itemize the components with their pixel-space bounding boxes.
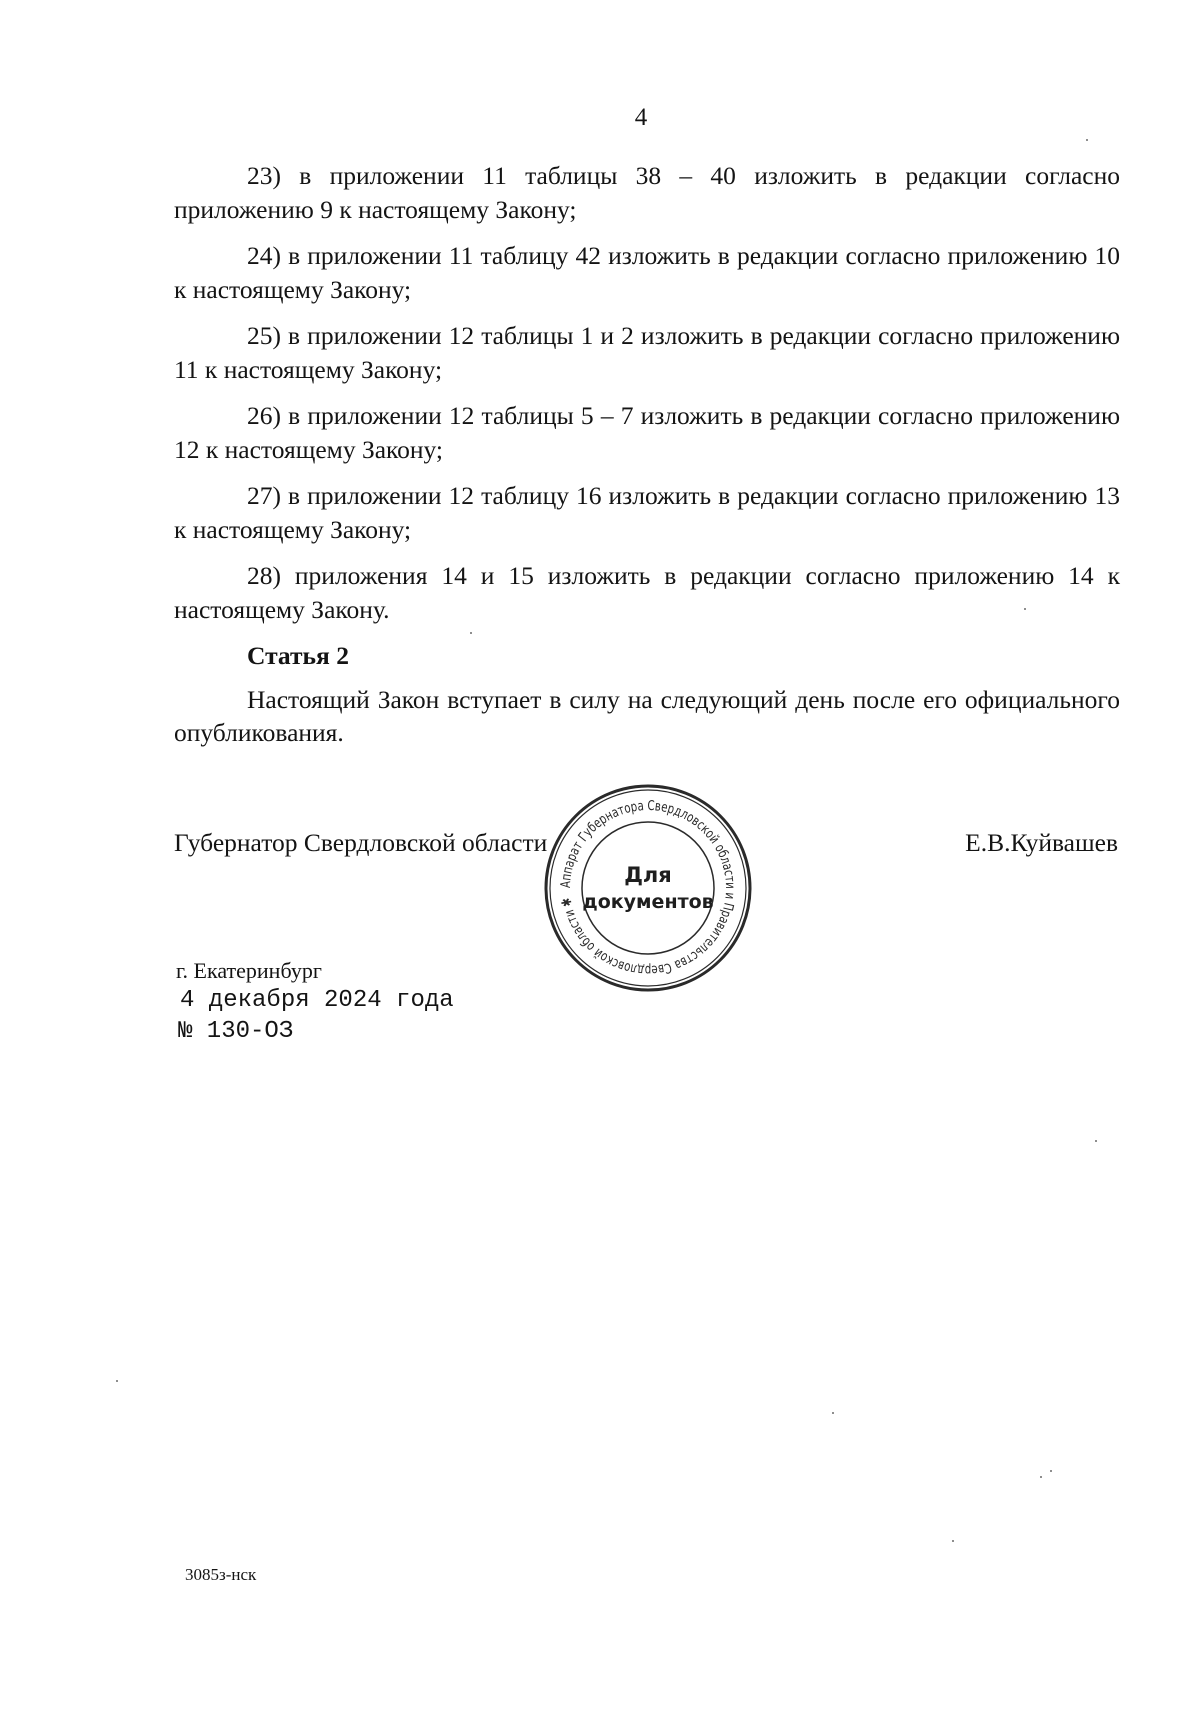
amendment-item-24: 24) в приложении 11 таблицу 42 изложить в редакции согласно приложению 10 к настоящему Закону;	[174, 241, 1120, 304]
scan-speck	[116, 1380, 118, 1382]
amendment-item-28: 28) приложения 14 и 15 изложить в редакции согласно приложению 14 к настоящему Закону.	[174, 561, 1120, 624]
signatory-name: Е.В.Куйвашев	[965, 828, 1118, 857]
seal-ring-text: Аппарат Губернатора Свердловской области и Правительства Свердловской области ✱	[557, 797, 739, 979]
law-number: № 130-ОЗ	[178, 1018, 294, 1045]
document-code: 3085з-нск	[185, 1565, 257, 1584]
seal-center-line-1: Для	[624, 863, 672, 887]
article-2-heading: Статья 2	[247, 641, 349, 670]
article-2-text: Настоящий Закон вступает в силу на следующий день после его официального опубликования.	[174, 684, 1120, 747]
page-number: 4	[634, 104, 648, 131]
scan-speck	[1040, 1476, 1042, 1478]
scan-speck	[1024, 608, 1026, 610]
official-seal-stamp	[542, 782, 754, 994]
signing-city: г. Екатеринбург	[176, 958, 322, 983]
scan-speck	[952, 1540, 954, 1542]
amendment-item-26: 26) в приложении 12 таблицы 5 – 7 изложить в редакции согласно приложению 12 к настоящему Закону;	[174, 401, 1120, 464]
amendment-item-23: 23) в приложении 11 таблицы 38 – 40 изложить в редакции согласно приложению 9 к настоящему Закону;	[174, 161, 1120, 224]
amendment-item-25: 25) в приложении 12 таблицы 1 и 2 изложить в редакции согласно приложению 11 к настоящему Закону;	[174, 321, 1120, 384]
scan-speck	[1086, 139, 1088, 141]
law-text-body	[174, 159, 1120, 763]
amendment-item-27: 27) в приложении 12 таблицу 16 изложить в редакции согласно приложению 13 к настоящему Закону;	[174, 481, 1120, 544]
scan-speck	[832, 1412, 834, 1414]
scan-speck	[470, 632, 472, 634]
signing-date: 4 декабря 2024 года	[180, 987, 454, 1014]
scan-speck	[1050, 1470, 1052, 1472]
signatory-title: Губернатор Свердловской области	[174, 828, 548, 857]
seal-center-line-2: документов	[582, 891, 714, 913]
scan-speck	[1095, 1140, 1097, 1142]
